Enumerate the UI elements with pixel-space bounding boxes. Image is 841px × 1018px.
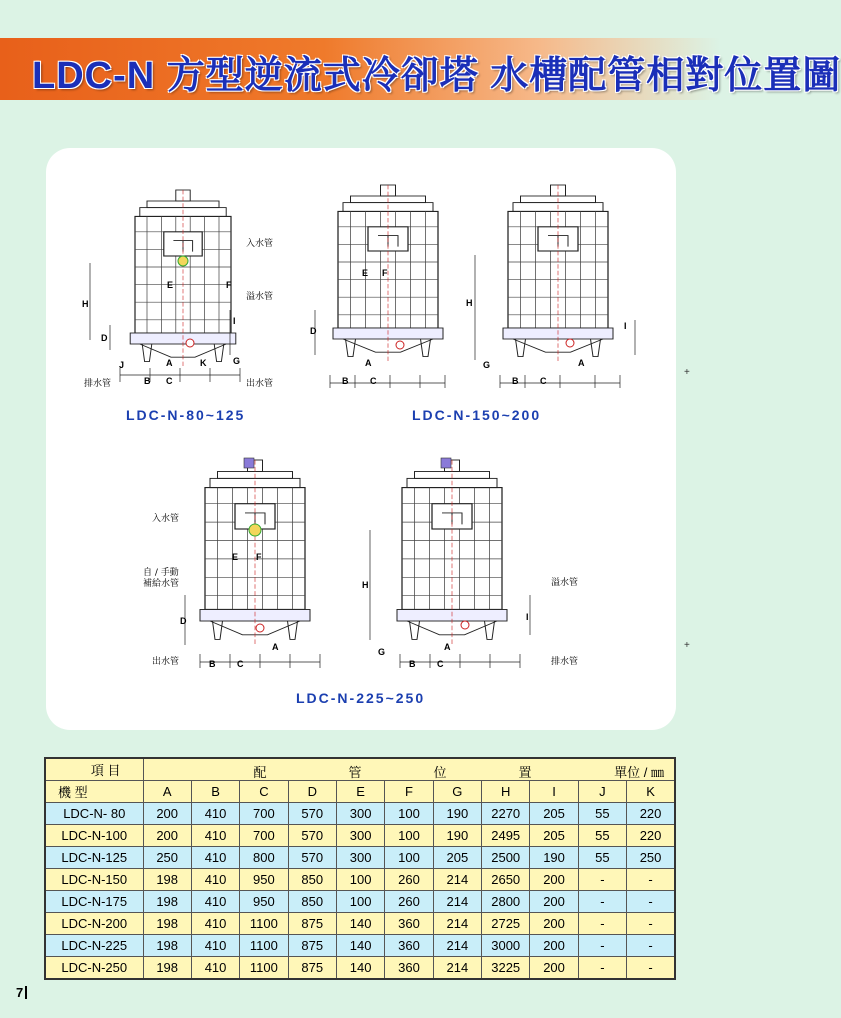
group-char: 配	[253, 765, 267, 780]
value-cell: 950	[240, 869, 288, 891]
value-cell: 260	[385, 891, 433, 913]
value-cell: 140	[336, 935, 384, 957]
model-cell: LDC-N-125	[45, 847, 143, 869]
value-cell: 570	[288, 825, 336, 847]
piping-position-table	[44, 757, 676, 980]
value-cell: -	[627, 913, 675, 935]
dim-c-2: C	[370, 376, 377, 386]
registration-mark: +	[684, 367, 690, 378]
unit-label: 單位 / ㎜	[614, 765, 664, 780]
value-cell: 2800	[482, 891, 530, 913]
item-label: 項 目	[45, 758, 143, 781]
value-cell: 198	[143, 891, 191, 913]
value-cell: 190	[530, 847, 578, 869]
makeup-pipe-label-1: 自 / 手動	[143, 568, 179, 578]
value-cell: 800	[240, 847, 288, 869]
value-cell: 190	[433, 825, 481, 847]
dim-j: J	[119, 360, 125, 370]
value-cell: 300	[336, 803, 384, 825]
column-header: B	[191, 781, 239, 803]
value-cell: 1100	[240, 957, 288, 980]
overflow-pipe-label-2: 溢水管	[551, 578, 579, 588]
value-cell: 360	[385, 913, 433, 935]
value-cell: -	[578, 869, 626, 891]
value-cell: 1100	[240, 913, 288, 935]
value-cell: -	[627, 891, 675, 913]
dim-b-2: B	[342, 376, 349, 386]
group-char: 管	[348, 765, 362, 780]
value-cell: 410	[191, 803, 239, 825]
model-cell: LDC-N-100	[45, 825, 143, 847]
value-cell: 214	[433, 957, 481, 980]
model-cell: LDC-N-225	[45, 935, 143, 957]
value-cell: 214	[433, 869, 481, 891]
value-cell: 410	[191, 869, 239, 891]
value-cell: 850	[288, 891, 336, 913]
dim-e: E	[167, 280, 174, 290]
column-header: C	[240, 781, 288, 803]
column-header: F	[385, 781, 433, 803]
inlet-pipe-label: 入水管	[246, 239, 274, 249]
column-header: I	[530, 781, 578, 803]
dim-g-5: G	[378, 647, 386, 657]
value-cell: 700	[240, 803, 288, 825]
value-cell: 100	[385, 803, 433, 825]
model-cell: LDC-N-150	[45, 869, 143, 891]
dim-i: I	[233, 316, 236, 326]
dim-b: B	[144, 376, 151, 386]
value-cell: 250	[143, 847, 191, 869]
value-cell: 570	[288, 803, 336, 825]
table-row	[45, 869, 675, 891]
value-cell: 200	[530, 957, 578, 980]
model-cell: LDC-N-250	[45, 957, 143, 980]
value-cell: 300	[336, 825, 384, 847]
value-cell: 205	[433, 847, 481, 869]
dim-a-3: A	[578, 358, 585, 368]
value-cell: 3225	[482, 957, 530, 980]
outlet-pipe-label: 出水管	[246, 379, 274, 389]
value-cell: 214	[433, 891, 481, 913]
tower-diagram-225-250-front	[170, 455, 340, 670]
model-cell: LDC-N-175	[45, 891, 143, 913]
value-cell: -	[578, 957, 626, 980]
dim-e-4: E	[232, 552, 239, 562]
dim-a-5: A	[444, 642, 451, 652]
dim-f-2: F	[382, 268, 388, 278]
caption-150-200: LDC-N-150~200	[412, 407, 542, 423]
value-cell: 200	[143, 825, 191, 847]
tower-diagram-225-250-side	[360, 455, 550, 670]
value-cell: 2650	[482, 869, 530, 891]
dim-e-2: E	[362, 268, 369, 278]
group-char: 置	[518, 765, 532, 780]
value-cell: 850	[288, 869, 336, 891]
dim-c-5: C	[437, 659, 444, 669]
model-label: 機 型	[45, 781, 143, 803]
value-cell: 570	[288, 847, 336, 869]
value-cell: 410	[191, 957, 239, 980]
table-row	[45, 803, 675, 825]
dim-i-3: I	[624, 321, 627, 331]
page-title: LDC-N 方型逆流式冷卻塔 水槽配管相對位置圖	[32, 55, 841, 97]
value-cell: 100	[336, 891, 384, 913]
dim-c: C	[166, 376, 173, 386]
value-cell: 410	[191, 825, 239, 847]
overflow-pipe-label: 溢水管	[246, 292, 274, 302]
model-cell: LDC-N- 80	[45, 803, 143, 825]
value-cell: 100	[385, 825, 433, 847]
dim-g: G	[233, 356, 241, 366]
table-row	[45, 825, 675, 847]
column-header: A	[143, 781, 191, 803]
value-cell: 198	[143, 913, 191, 935]
value-cell: 200	[530, 913, 578, 935]
value-cell: 950	[240, 891, 288, 913]
value-cell: 198	[143, 957, 191, 980]
value-cell: 55	[578, 825, 626, 847]
value-cell: 2725	[482, 913, 530, 935]
value-cell: 205	[530, 803, 578, 825]
dim-h-3: H	[466, 298, 473, 308]
value-cell: 205	[530, 825, 578, 847]
value-cell: 2500	[482, 847, 530, 869]
dim-d-2: D	[310, 326, 317, 336]
value-cell: 200	[530, 891, 578, 913]
caption-80-125: LDC-N-80~125	[126, 407, 246, 423]
caption-225-250: LDC-N-225~250	[296, 690, 426, 706]
dim-a-4: A	[272, 642, 279, 652]
value-cell: 2270	[482, 803, 530, 825]
tower-diagram-80-125	[80, 185, 280, 390]
value-cell: -	[578, 935, 626, 957]
value-cell: 875	[288, 957, 336, 980]
tower-diagram-150-200-side	[470, 180, 650, 390]
value-cell: -	[578, 913, 626, 935]
dim-b-4: B	[209, 659, 216, 669]
dim-d: D	[101, 333, 108, 343]
value-cell: -	[627, 935, 675, 957]
dim-k: K	[200, 358, 207, 368]
column-header: E	[336, 781, 384, 803]
dim-f: F	[226, 280, 232, 290]
value-cell: 410	[191, 913, 239, 935]
column-header: H	[482, 781, 530, 803]
value-cell: 875	[288, 913, 336, 935]
value-cell: 55	[578, 803, 626, 825]
value-cell: 2495	[482, 825, 530, 847]
table-row	[45, 913, 675, 935]
value-cell: 360	[385, 957, 433, 980]
column-header: D	[288, 781, 336, 803]
value-cell: 360	[385, 935, 433, 957]
value-cell: 198	[143, 935, 191, 957]
column-header: J	[578, 781, 626, 803]
value-cell: 190	[433, 803, 481, 825]
value-cell: 410	[191, 891, 239, 913]
model-cell: LDC-N-200	[45, 913, 143, 935]
dim-d-4: D	[180, 616, 187, 626]
column-header: K	[627, 781, 675, 803]
makeup-pipe-label-2: 補給水管	[143, 579, 180, 589]
dim-i-5: I	[526, 612, 529, 622]
dim-a-2: A	[365, 358, 372, 368]
dim-c-3: C	[540, 376, 547, 386]
inlet-pipe-label-2: 入水管	[152, 514, 180, 524]
value-cell: 214	[433, 935, 481, 957]
value-cell: 220	[627, 803, 675, 825]
value-cell: -	[627, 957, 675, 980]
value-cell: 140	[336, 957, 384, 980]
value-cell: 140	[336, 913, 384, 935]
table-row	[45, 891, 675, 913]
dim-a: A	[166, 358, 173, 368]
dim-g-3: G	[483, 360, 491, 370]
dim-b-5: B	[409, 659, 416, 669]
value-cell: 250	[627, 847, 675, 869]
value-cell: 100	[385, 847, 433, 869]
dim-h-5: H	[362, 580, 369, 590]
value-cell: 410	[191, 935, 239, 957]
value-cell: 220	[627, 825, 675, 847]
value-cell: 198	[143, 869, 191, 891]
table-row	[45, 935, 675, 957]
dim-b-3: B	[512, 376, 519, 386]
outlet-pipe-label-2: 出水管	[152, 657, 180, 667]
group-char: 位	[433, 765, 447, 780]
value-cell: 1100	[240, 935, 288, 957]
value-cell: 200	[530, 869, 578, 891]
value-cell: 3000	[482, 935, 530, 957]
page-number: 7	[16, 986, 27, 999]
value-cell: 260	[385, 869, 433, 891]
dim-h: H	[82, 299, 89, 309]
column-header: G	[433, 781, 481, 803]
value-cell: 700	[240, 825, 288, 847]
value-cell: 410	[191, 847, 239, 869]
value-cell: 214	[433, 913, 481, 935]
registration-mark: +	[684, 640, 690, 651]
value-cell: 300	[336, 847, 384, 869]
tower-diagram-150-200	[300, 180, 460, 390]
value-cell: 200	[143, 803, 191, 825]
value-cell: 200	[530, 935, 578, 957]
dim-c-4: C	[237, 659, 244, 669]
value-cell: 875	[288, 935, 336, 957]
drain-pipe-label-2: 排水管	[551, 657, 579, 667]
value-cell: 55	[578, 847, 626, 869]
table-row	[45, 847, 675, 869]
piping-position-header	[143, 758, 675, 781]
value-cell: -	[627, 869, 675, 891]
table-row	[45, 957, 675, 980]
drain-pipe-label: 排水管	[84, 379, 112, 389]
dim-f-4: F	[256, 552, 262, 562]
value-cell: -	[578, 891, 626, 913]
value-cell: 100	[336, 869, 384, 891]
